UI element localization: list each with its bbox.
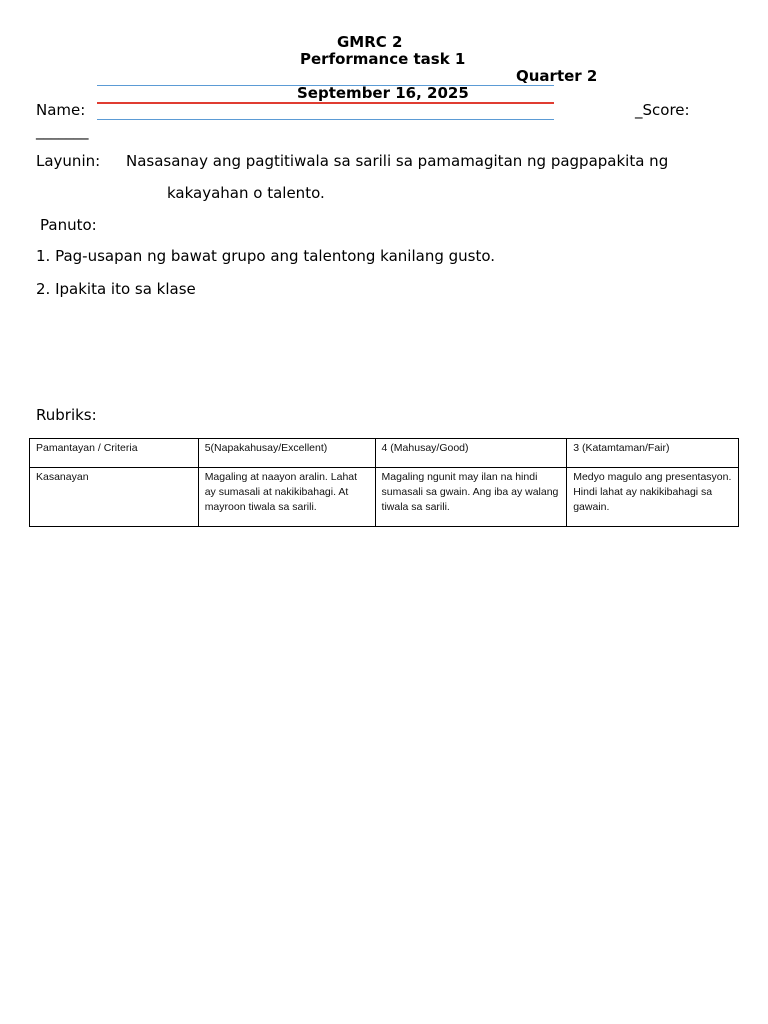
task-title: Performance task 1 [300,50,466,68]
panuto-item-1: 1. Pag-usapan ng bawat grupo ang talentong kanilang gusto. [36,247,496,265]
score-blank: _______ [36,122,89,140]
table-row [30,468,739,527]
date-title: September 16, 2025 [297,84,469,102]
layunin-label: Layunin: [36,152,101,170]
rubric-header-row [30,439,739,468]
rubric-table [29,438,739,527]
rubric-header-excellent: 5(Napakahusay/Excellent) [198,439,375,468]
panuto-item-2: 2. Ipakita ito sa klase [36,280,196,298]
score-label: _Score: [635,101,690,119]
quarter-label: Quarter 2 [516,67,598,85]
subject-title: GMRC 2 [337,33,403,51]
guide-line-bottom [97,119,554,120]
layunin-line-2: kakayahan o talento. [167,184,325,202]
name-label: Name: [36,101,86,119]
rubric-cell-good: Magaling ngunit may ilan na hindi sumasali sa gwain. Ang iba ay walang tiwala sa sarili. [375,468,567,527]
layunin-line-1: Nasasanay ang pagtitiwala sa sarili sa pamamagitan ng pagpapakita ng [126,152,669,170]
rubric-cell-fair: Medyo magulo ang presentasyon. Hindi lahat ay nakikibahagi sa gawain. [567,468,739,527]
rubriks-label: Rubriks: [36,406,97,424]
panuto-label: Panuto: [40,216,97,234]
rubric-cell-excellent: Magaling at naayon aralin. Lahat ay sumasali at nakikibahagi. At mayroon tiwala sa sarili. [198,468,375,527]
rubric-header-criteria: Pamantayan / Criteria [30,439,199,468]
rubric-header-fair: 3 (Katamtaman/Fair) [567,439,739,468]
guide-line-middle [97,102,554,104]
rubric-header-good: 4 (Mahusay/Good) [375,439,567,468]
rubric-cell-criteria: Kasanayan [30,468,199,527]
